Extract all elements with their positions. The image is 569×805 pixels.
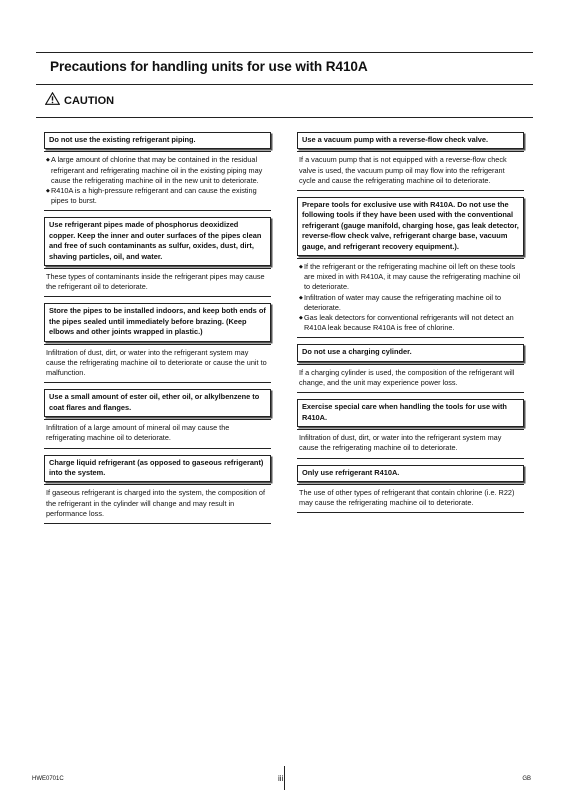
section-body: Infiltration of dust, dirt, or water into the refrigerant system may cause the refrigerating machine oil to deteriorate or cause the unit to malfunction. (44, 344, 271, 384)
section-body: Infiltration of a large amount of mineral oil may cause the refrigerating machine oil to deteriorate. (44, 419, 271, 448)
section-heading: Exercise special care when handling the tools for use with R410A. (297, 399, 524, 427)
caution-banner (36, 84, 533, 118)
right-column (297, 132, 524, 519)
footer-region: GB (522, 776, 531, 782)
section-heading: Do not use a charging cylinder. (297, 344, 524, 361)
footer-doc-code: HWE0701C (32, 776, 64, 782)
section-body: If a vacuum pump that is not equipped with a reverse-flow check valve is used, the vacuum pump oil may flow into the refrigerant cycle and cause the refrigerating machine oil to deteriorate. (297, 151, 524, 191)
footer-divider (284, 766, 285, 790)
section-body: If a charging cylinder is used, the composition of the refrigerant will change, and the unit may experience power loss. (297, 364, 524, 393)
section-charging-cylinder (297, 344, 524, 393)
section-vacuum-pump (297, 132, 524, 191)
section-liquid-refrigerant (44, 455, 271, 524)
section-copper-pipes (44, 217, 271, 297)
section-body (44, 151, 271, 211)
section-heading: Charge liquid refrigerant (as opposed to gaseous refrigerant) into the system. (44, 455, 271, 483)
section-body: If gaseous refrigerant is charged into the system, the composition of the refrigerant in the cylinder will change and may result in performance loss. (44, 484, 271, 524)
section-heading: Use a vacuum pump with a reverse-flow check valve. (297, 132, 524, 149)
section-heading: Prepare tools for exclusive use with R410A. Do not use the following tools if they have been used with the conventional refrigerant (gauge manifold, charging hose, gas leak detector, reverse-flow check valve, refrigerant charge base, vacuum gauge, and refrigerant recovery equipment.). (297, 197, 524, 256)
section-body (297, 258, 524, 338)
section-store-pipes (44, 303, 271, 383)
bullet-icon: ◆ (299, 264, 303, 271)
bullet-item: ◆ R410A is a high-pressure refrigerant and can cause the existing pipes to burst. (46, 186, 257, 206)
bullet-icon: ◆ (299, 315, 303, 322)
section-heading: Do not use the existing refrigerant piping. (44, 132, 271, 149)
page-title: Precautions for handling units for use with R410A (50, 59, 368, 74)
section-exclusive-tools (297, 197, 524, 338)
section-body: Infiltration of dust, dirt, or water into the refrigerant system may cause the refrigerating machine oil to deteriorate. (297, 429, 524, 458)
footer-page-number: iii (278, 774, 284, 783)
top-rule (36, 52, 533, 53)
section-heading: Store the pipes to be installed indoors, and keep both ends of the pipes sealed until immediately before brazing. (Keep elbows and other joints wrapped in plastic.) (44, 303, 271, 341)
caution-label: CAUTION (64, 95, 115, 107)
bullet-item: ◆ Gas leak detectors for conventional refrigerants will not detect an R410A leak because R410A is free of chlorine. (299, 313, 514, 333)
bullet-item: ◆ A large amount of chlorine that may be contained in the residual refrigerant and refrigerating machine oil in the existing piping may cause the refrigerating machine oil in the new unit to deteriorate. (46, 155, 263, 185)
bullet-icon: ◆ (46, 188, 50, 195)
section-existing-piping (44, 132, 271, 211)
section-body: These types of contaminants inside the refrigerant pipes may cause the refrigerant oil to deteriorate. (44, 268, 271, 297)
section-only-r410a (297, 465, 524, 514)
section-heading: Use a small amount of ester oil, ether oil, or alkylbenzene to coat flares and flanges. (44, 389, 271, 417)
section-heading: Use refrigerant pipes made of phosphorus deoxidized copper. Keep the inner and outer surfaces of the pipes clean and free of such contaminants as sulfur, oxides, dust, dirt, shaving particles, oil, and water. (44, 217, 271, 266)
section-special-care (297, 399, 524, 458)
bullet-icon: ◆ (299, 294, 303, 301)
section-body: The use of other types of refrigerant that contain chlorine (i.e. R22) may cause the refrigerating machine oil to deteriorate. (297, 484, 524, 513)
warning-triangle-icon (45, 92, 60, 110)
bullet-icon: ◆ (46, 157, 50, 164)
bullet-item: ◆ If the refrigerant or the refrigerating machine oil left on these tools are mixed in with R410A, it may cause the refrigerating machine oil to deteriorate. (299, 262, 521, 292)
bullet-item: ◆ Infiltration of water may cause the refrigerating machine oil to deteriorate. (299, 292, 502, 312)
section-ester-oil (44, 389, 271, 448)
left-column (44, 132, 271, 530)
section-heading: Only use refrigerant R410A. (297, 465, 524, 482)
